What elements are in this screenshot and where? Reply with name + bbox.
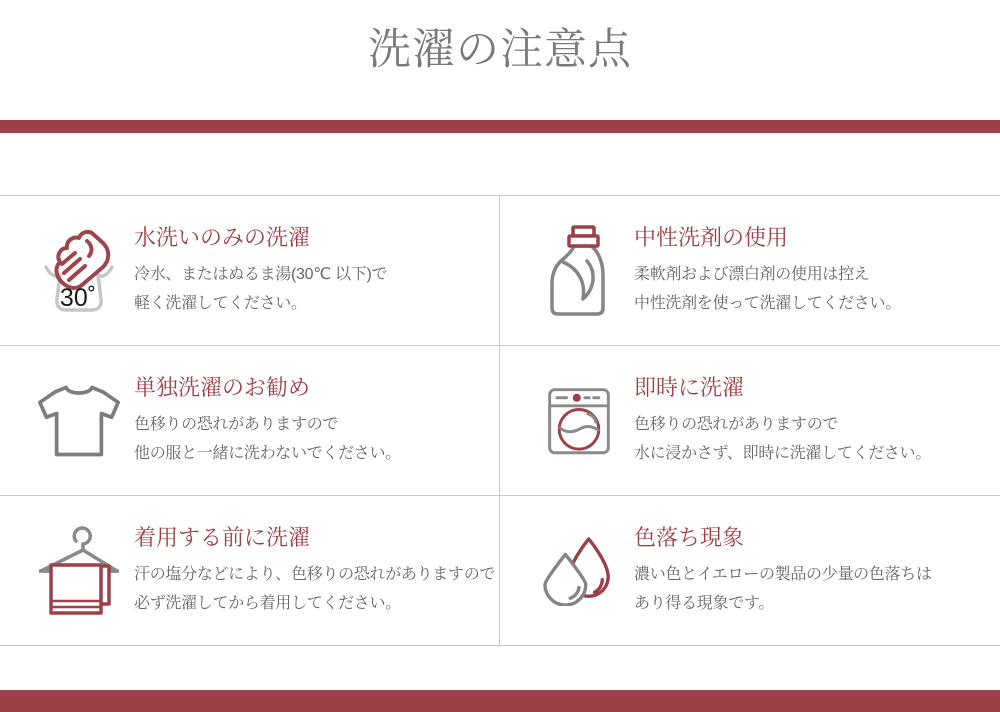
care-item-heading: 単独洗濯のお勧め [134,375,311,400]
care-instructions-grid [0,195,1000,646]
care-item-heading: 色落ち現象 [634,525,745,550]
care-item-text-line1: 汗の塩分などにより、色移りの恐れがありますので [134,566,496,583]
care-item-text-line2: あり得る現象です。 [634,595,775,612]
care-item-wash-alone [0,346,500,496]
top-accent-bar [0,120,1000,133]
care-item-heading: 着用する前に洗濯 [134,525,311,550]
care-item-text-line1: 冷水、またはぬるま湯(30℃ 以下)で [134,266,388,283]
hand-wash-30-icon [38,228,120,314]
care-item-text-line1: 濃い色とイエローの製品の少量の色落ちは [634,566,932,583]
care-item-heading: 中性洗剤の使用 [634,225,789,250]
detergent-bottle-icon [538,225,620,317]
care-item-wash-immediately [500,346,1000,496]
care-item-wash-before-wearing [0,496,500,646]
care-item-hand-wash [0,196,500,346]
svg-text:30˚: 30˚ [59,283,97,312]
care-item-heading: 即時に洗濯 [634,375,745,400]
page-title: 洗濯の注意点 [368,26,632,74]
water-drops-icon [538,536,620,606]
hanger-towel-icon [38,525,120,617]
care-item-color-fading [500,496,1000,646]
tshirt-icon [38,381,120,461]
care-item-text-line2: 中性洗剤を使って洗濯してください。 [634,295,901,312]
care-item-text-line2: 水に浸かさず、即時に洗濯してください。 [634,445,932,462]
care-item-neutral-detergent [500,196,1000,346]
washing-machine-icon [538,385,620,456]
care-item-text-line1: 柔軟剤および漂白剤の使用は控え [634,266,870,283]
care-item-text-line2: 軽く洗濯してください。 [134,295,307,312]
care-item-text-line1: 色移りの恐れがありますので [634,416,839,433]
care-item-text-line2: 他の服と一緒に洗わないでください。 [134,445,401,462]
care-item-text-line2: 必ず洗濯してから着用してください。 [134,595,401,612]
care-item-heading: 水洗いのみの洗濯 [134,225,311,250]
bottom-accent-bar [0,690,1000,712]
care-item-text-line1: 色移りの恐れがありますので [134,416,339,433]
